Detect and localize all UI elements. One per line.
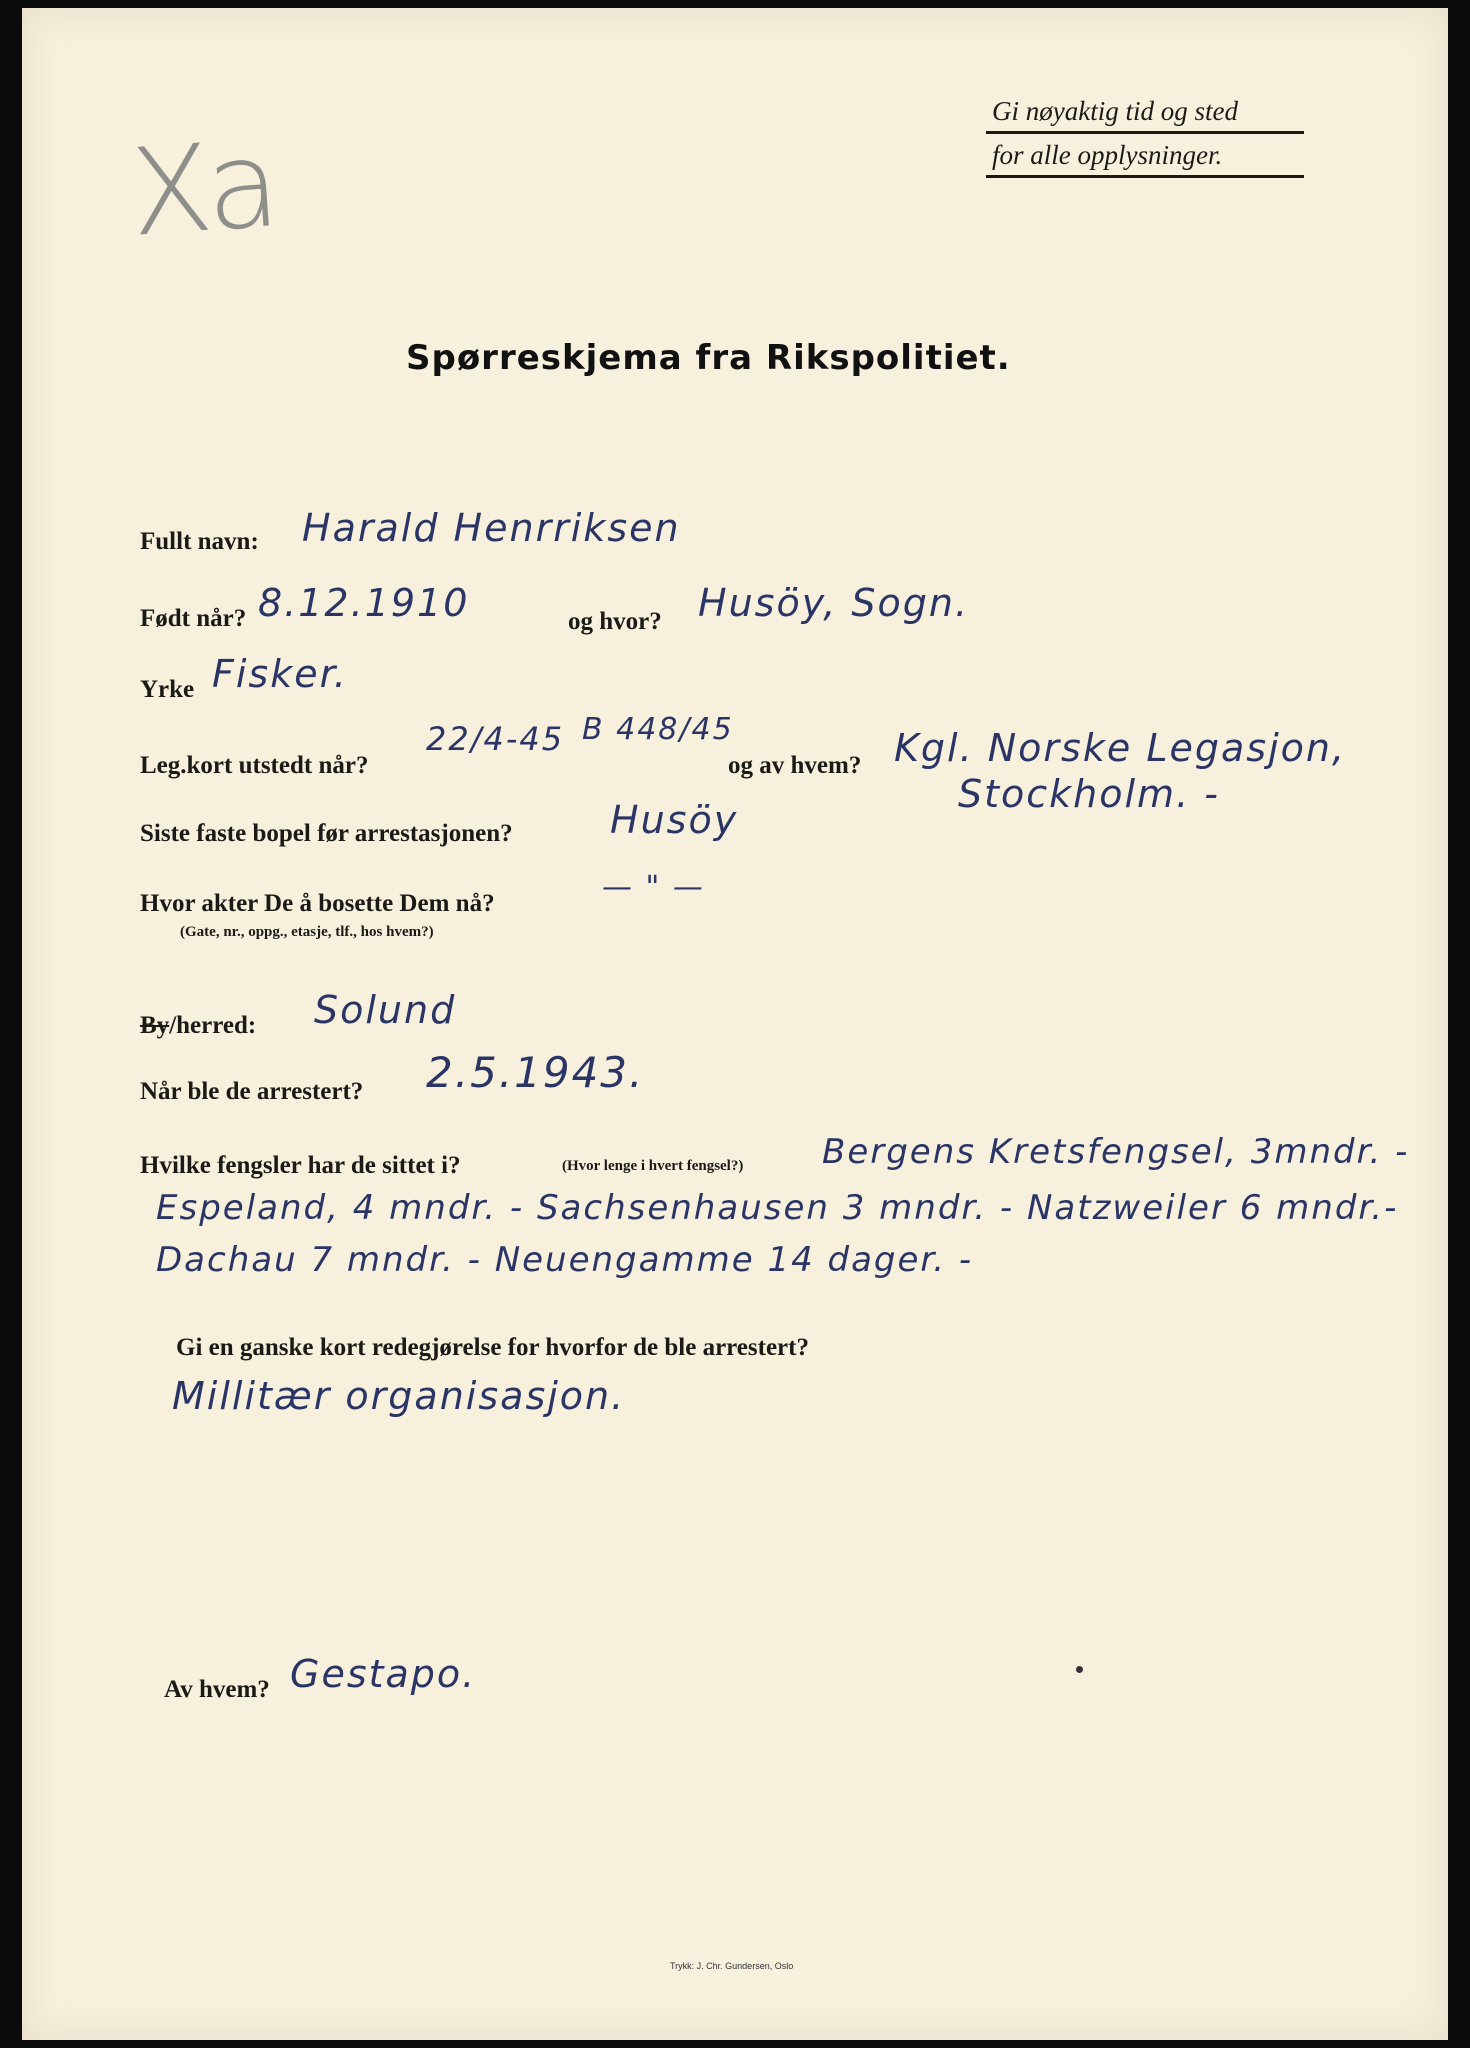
reason-label: Gi en ganske kort redegjørelse for hvorfor de ble arrestert?	[176, 1334, 809, 1361]
born-label: Født når?	[140, 605, 247, 632]
idcard-by-label: og av hvem?	[728, 752, 862, 779]
occupation-value: Fisker.	[212, 652, 348, 696]
residence-value: Husöy	[610, 798, 739, 842]
ink-dot	[1076, 1666, 1083, 1673]
idcard-by-value-line2: Stockholm. -	[958, 772, 1220, 816]
name-value: Harald Henrriksen	[302, 506, 681, 550]
reason-value: Millitær organisasjon.	[172, 1374, 626, 1418]
questionnaire-page	[22, 8, 1448, 2040]
born-date-value: 8.12.1910	[258, 581, 470, 625]
settle-value: — " —	[602, 870, 705, 905]
prisons-line-2: Espeland, 4 mndr. - Sachsenhausen 3 mndr. - Natzweiler 6 mndr.-	[156, 1188, 1399, 1228]
arrested-by-label: Av hvem?	[164, 1676, 270, 1703]
name-label: Fullt navn:	[140, 528, 259, 555]
idcard-number-value: B 448/45	[582, 712, 734, 747]
born-where-value: Husöy, Sogn.	[698, 581, 970, 625]
idcard-by-value-line1: Kgl. Norske Legasjon,	[894, 726, 1347, 770]
printer-footer: Trykk: J. Chr. Gundersen, Oslo	[670, 1961, 794, 1971]
idcard-label: Leg.kort utstedt når?	[140, 752, 369, 779]
prisons-sublabel: (Hvor lenge i hvert fengsel?)	[562, 1158, 744, 1174]
settle-sublabel: (Gate, nr., oppg., etasje, tlf., hos hvem?)	[180, 924, 434, 940]
instruction-line-1: Gi nøyaktig tid og sted	[986, 90, 1304, 134]
instruction-line-2: for alle opplysninger.	[986, 134, 1304, 178]
idcard-date-value: 22/4-45	[426, 720, 565, 758]
instruction-note	[986, 90, 1304, 178]
settle-label: Hvor akter De å bosette Dem nå?	[140, 890, 495, 917]
prisons-line-3: Dachau 7 mndr. - Neuengamme 14 dager. -	[156, 1240, 974, 1280]
arrested-when-value: 2.5.1943.	[426, 1048, 645, 1097]
arrested-when-label: Når ble de arrestert?	[140, 1078, 364, 1105]
municipality-label-rest: /herred:	[169, 1012, 257, 1039]
archive-mark: Xa	[125, 115, 279, 264]
municipality-value: Solund	[314, 988, 457, 1032]
arrested-by-value: Gestapo.	[290, 1652, 477, 1696]
municipality-label	[140, 1012, 256, 1040]
occupation-label: Yrke	[140, 676, 195, 703]
born-where-label: og hvor?	[568, 608, 662, 635]
form-title: Spørreskjema fra Rikspolitiet.	[406, 338, 1011, 378]
municipality-label-struck: By	[140, 1012, 170, 1039]
prisons-line-1: Bergens Kretsfengsel, 3mndr. -	[822, 1132, 1410, 1172]
residence-label: Siste faste bopel før arrestasjonen?	[140, 820, 513, 847]
prisons-label: Hvilke fengsler har de sittet i?	[140, 1152, 461, 1179]
